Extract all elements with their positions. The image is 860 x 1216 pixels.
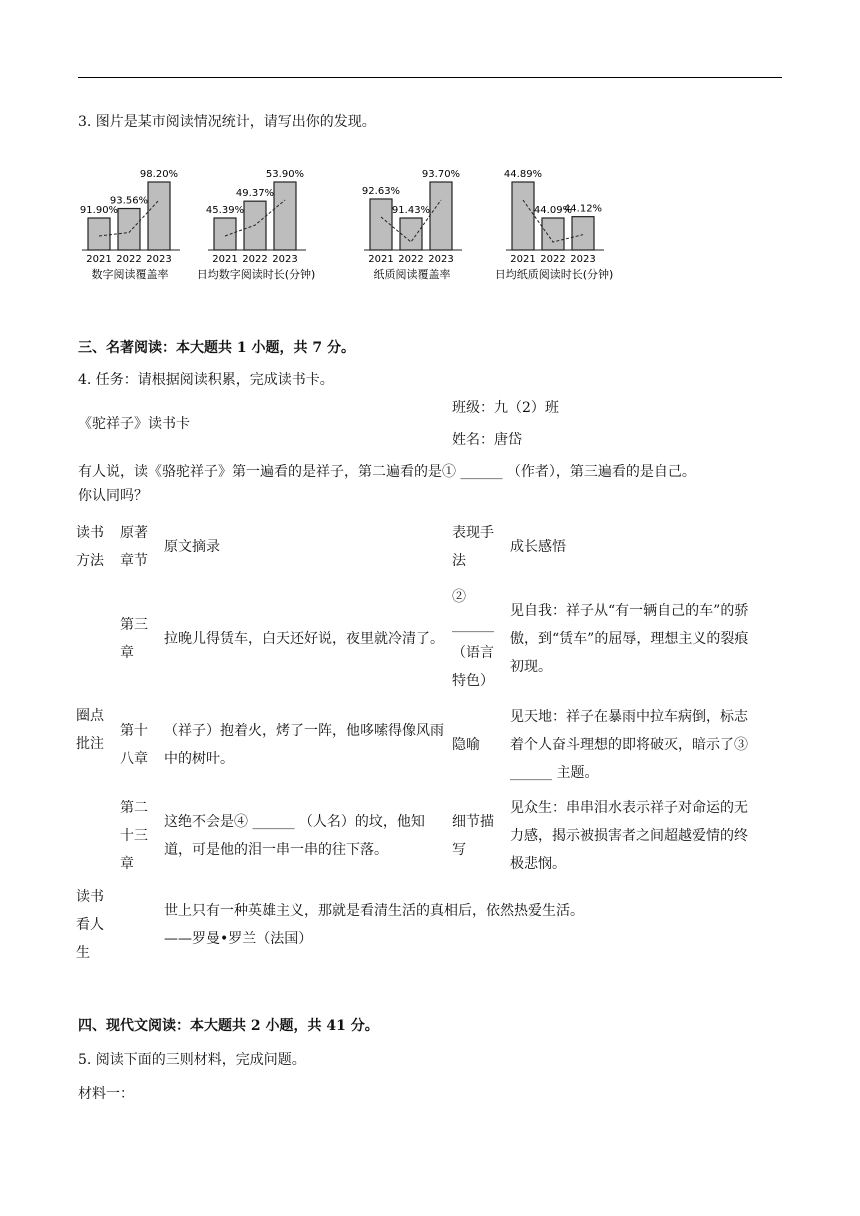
question-5-prompt: 5. 阅读下面的三则材料，完成问题。 [78,1052,306,1068]
tick-label: 2023 [570,254,596,265]
tick-label: 2022 [242,254,268,265]
insight-cell: 见众生：串串泪水表示祥子对命运的无力感，揭示被损害者之间超越爱情的终极悲悯。 [510,800,748,872]
question-4-prompt: 4. 任务：请根据阅读积累，完成读书卡。 [78,372,334,388]
reading-card-table [72,515,756,969]
data-label: 91.43% [391,205,431,216]
bar [572,217,594,250]
quote-source: ——罗曼•罗兰（法国） [164,931,313,947]
tick-label: 2021 [510,254,536,265]
bar [400,218,422,250]
data-label: 45.39% [205,205,245,216]
data-label: 93.70% [421,169,461,180]
tick-label: 2023 [428,254,454,265]
x-axis-label: 纸质阅读覆盖率 [373,268,451,281]
bar [370,199,392,250]
technique-cell: 隐喻 [452,737,480,753]
intro-line-2: 你认同吗？ [78,488,148,504]
chart-3 [362,169,462,281]
material-1-label: 材料一： [78,1086,134,1102]
x-axis-label: 日均纸质阅读时长(分钟) [494,268,614,281]
header-rule [78,77,782,78]
bar [88,218,110,250]
bar [274,182,296,250]
tick-label: 2023 [272,254,298,265]
data-label: 53.90% [265,169,305,180]
header-cell: 原著章节 [120,525,148,569]
quote-cell [116,881,756,969]
class-label: 班级：九（2）班 [452,400,559,416]
technique-cell: ② ______（语言特色） [452,589,494,689]
bar [430,182,452,250]
excerpt-cell: 这绝不会是④ ______ （人名）的坟，他知道，可是他的泪一串一串的往下落。 [164,814,425,858]
table-row [72,699,756,791]
header-cell: 成长感悟 [510,539,566,555]
data-label: 98.20% [139,169,179,180]
data-label: 44.12% [563,203,603,215]
charts-svg [78,145,638,285]
excerpt-cell: （祥子）抱着火，烤了一阵，他哆嗦得像风雨中的树叶。 [164,723,444,767]
bar [512,182,534,250]
tick-label: 2022 [398,254,424,265]
data-label: 44.89% [503,169,543,180]
data-label: 91.90% [79,205,119,216]
data-label: 44.09% [533,205,573,216]
chart-1 [80,169,180,281]
reading-statistics-charts [78,145,638,285]
table-row [72,579,756,699]
tick-label: 2023 [146,254,172,265]
name-label: 姓名：唐岱 [452,432,522,448]
x-axis-label: 日均数字阅读时长(分钟) [196,268,316,281]
technique-cell: 细节描写 [452,814,494,858]
data-label: 92.63% [361,185,401,197]
insight-cell: 见自我：祥子从“有一辆自己的车”的骄傲，到“赁车”的屈辱，理想主义的裂痕初现。 [510,603,749,675]
intro-line-1: 有人说，读《骆驼祥子》第一遍看的是祥子，第二遍看的是① ______ （作者），第三遍看的是自己。 [78,464,696,480]
header-cell: 原文摘录 [164,539,220,555]
tick-label: 2021 [368,254,394,265]
chapter-cell: 第三章 [120,617,148,661]
data-label: 93.56% [109,195,149,207]
bar [542,218,564,250]
method-cell: 圈点批注 [76,708,104,752]
chapter-cell: 第二十三章 [120,800,148,872]
excerpt-cell: 拉晚儿得赁车，白天还好说，夜里就冷清了。 [164,631,444,647]
tick-label: 2021 [86,254,112,265]
insight-cell: 见天地：祥子在暴雨中拉车病倒，标志着个人奋斗理想的即将破灭，暗示了③ ______ 主题。 [510,709,748,781]
table-footer-row [72,881,756,969]
bar [118,209,140,250]
tick-label: 2022 [540,254,566,265]
card-title: 《驼祥子》读书卡 [78,416,190,432]
bar [148,182,170,250]
chart-4 [495,169,614,281]
chapter-cell: 第十八章 [120,723,148,767]
quote-text: 世上只有一种英雄主义，那就是看清生活的真相后，依然热爱生活。 [164,903,584,919]
bar [214,218,236,250]
footer-label-cell: 读书看人生 [76,889,104,961]
data-label: 49.37% [235,188,275,200]
tick-label: 2022 [116,254,142,265]
tick-label: 2021 [212,254,238,265]
header-cell: 读书方法 [76,525,104,569]
header-cell: 表现手法 [452,525,494,569]
table-header-row [72,515,756,579]
x-axis-label: 数字阅读覆盖率 [91,268,169,281]
section-3-heading: 三、名著阅读：本大题共 1 小题，共 7 分。 [78,340,355,356]
question-3-prompt: 3. 图片是某市阅读情况统计，请写出你的发现。 [78,114,376,130]
section-4-heading: 四、现代文阅读：本大题共 2 小题，共 41 分。 [78,1018,379,1034]
chart-2 [197,169,316,281]
table-row [72,791,756,881]
